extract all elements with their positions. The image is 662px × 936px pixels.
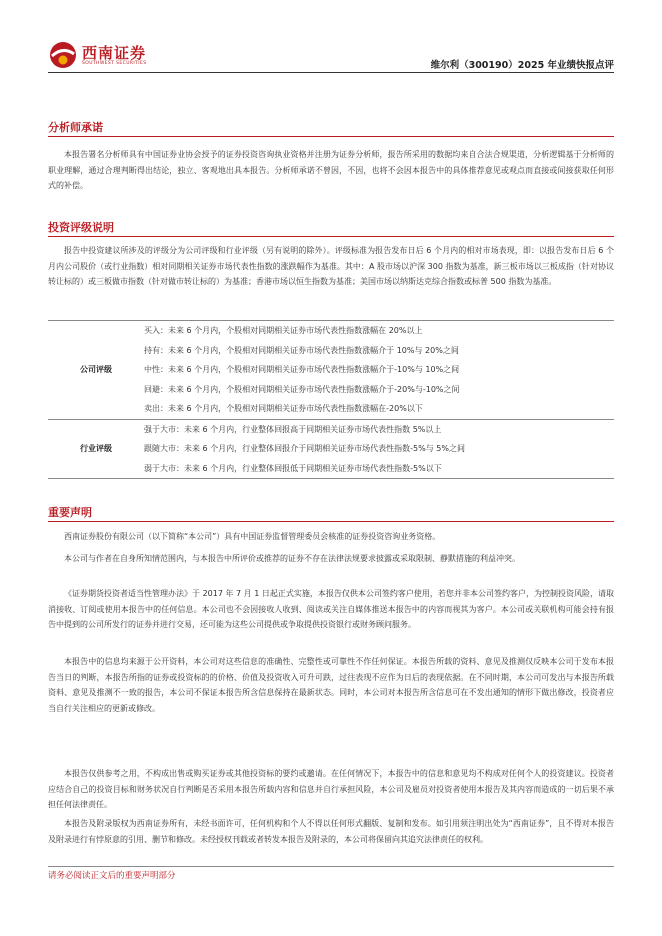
company-rating-buy: 买入：未来 6 个月内，个股相对同期相关证券市场代表性指数涨幅在 20%以上	[144, 326, 423, 335]
company-logo	[48, 40, 178, 72]
industry-rating-market-perform: 跟随大市：未来 6 个月内，行业整体回报介于同期相关证券市场代表性指数-5%与 5%之间	[144, 444, 465, 453]
analyst-commitment-divider	[48, 136, 614, 137]
company-rating-label: 公司评级	[80, 365, 112, 375]
notice-paragraph: 《证券期货投资者适当性管理办法》于 2017 年 7 月 1 日起正式实施，本报告仅供本公司签约客户使用，若您并非本公司签约客户，为控制投资风险，请取消接收、订阅或使用本报告中的任何信息。本公司也不会因接收人收到、阅读或关注自媒体推送本报告中的内容而视其为客户。本公司或关联机构可能会持有报告中提到的公司所发行的证券并进行交易，还可能为这些公司提供或争取提供投资银行或财务顾问服务。	[48, 589, 614, 629]
company-rating-rows	[144, 321, 614, 419]
important-notice-title: 重要声明	[48, 506, 92, 519]
industry-rating-outperform: 强于大市：未来 6 个月内，行业整体回报高于同期相关证券市场代表性指数 5%以上	[144, 424, 442, 434]
page-header	[0, 0, 662, 80]
important-notice-divider	[48, 521, 614, 522]
notice-paragraph: 本报告中的信息均来源于公开资料，本公司对这些信息的准确性、完整性或可靠性不作任何保证。本报告所载的资料、意见及推测仅反映本公司于发布本报告当日的判断，本报告所指的证券或投资标的的价格、价值及投资收入可升可跌，过往表现不应作为日后的表现依据。在不同时期，本公司可发出与本报告所载资料、意见及推测不一致的报告，本公司不保证本报告所含信息保持在最新状态。同时，本公司对本报告所含信息可在不发出通知的情形下做出修改，投资者应当自行关注相应的更新或修改。	[48, 657, 614, 713]
footer-divider	[48, 866, 614, 867]
company-rating-neutral: 中性：未来 6 个月内，个股相对同期相关证券市场代表性指数涨幅介于-10%与 10%之间	[144, 365, 460, 374]
notice-paragraph: 本报告仅供参考之用，不构成出售或购买证券或其他投资标的要约或邀请。在任何情况下，本报告中的信息和意见均不构成对任何个人的投资建议。投资者应结合自己的投资目标和财务状况自行判断是否采用本报告所载内容和信息并自行承担风险，本公司及雇员对投资者使用本报告及其内容而造成的一切后果不承担任何法律责任。	[48, 769, 614, 809]
logo-subtext: SOUTHWEST SECURITIES	[82, 61, 147, 66]
company-rating-group	[48, 321, 614, 420]
company-rating-avoid: 回避：未来 6 个月内，个股相对同期相关证券市场代表性指数涨幅介于-20%与-10%之间	[144, 384, 460, 394]
company-rating-hold: 持有：未来 6 个月内，个股相对同期相关证券市场代表性指数涨幅介于 10%与 20%之间	[144, 345, 459, 355]
rating-explanation-divider	[48, 236, 614, 237]
industry-rating-underperform: 弱于大市：未来 6 个月内，行业整体回报低于同期相关证券市场代表性指数-5%以下	[144, 463, 442, 473]
logo-emblem-icon	[48, 40, 78, 70]
industry-rating-label: 行业评级	[80, 444, 112, 454]
notice-paragraph: 本公司与作者在自身所知情范围内，与本报告中所评价或推荐的证券不存在法律法规要求披露或采取限制、静默措施的利益冲突。	[64, 554, 520, 563]
industry-rating-rows	[144, 420, 614, 479]
logo-text: 西南证券	[82, 44, 147, 62]
header-divider	[48, 72, 614, 73]
industry-rating-group	[48, 420, 614, 479]
analyst-commitment-title: 分析师承诺	[48, 121, 103, 134]
rating-explanation-paragraph: 报告中投资建议所涉及的评级分为公司评级和行业评级（另有说明的除外）。评级标准为报告发布日后 6 个月内的相对市场表现，即：以报告发布日后 6 个月内公司股价（或行业指数）相对同期相关证券市场代表性指数的涨跌幅作为基准。其中：A 股市场以沪深 300 指数为基准，新三板市场以三板成指（针对协议转让标的）或三板做市指数（针对做市转让标的）为基准；香港市场以恒生指数为基准；美国市场以纳斯达克综合指数或标普 500 指数为基准。	[48, 246, 614, 286]
analyst-commitment-paragraph: 本报告署名分析师具有中国证券业协会授予的证券投资咨询执业资格并注册为证券分析师，报告所采用的数据均来自合法合规渠道，分析逻辑基于分析师的职业理解，通过合理判断得出结论，独立、客观地出具本报告。分析师承诺不曾因，不因，也将不会因本报告中的具体推荐意见或观点而直接或间接获取任何形式的补偿。	[48, 150, 614, 190]
notice-paragraph: 西南证券股份有限公司（以下简称“本公司”）具有中国证券监督管理委员会核准的证券投资咨询业务资格。	[64, 532, 441, 541]
notice-paragraph: 本报告及附录版权为西南证券所有，未经书面许可，任何机构和个人不得以任何形式翻版、复制和发布。如引用须注明出处为“西南证券”，且不得对本报告及附录进行有悖原意的引用、删节和修改。未经授权刊载或者转发本报告及附录的，本公司将保留向其追究法律责任的权利。	[48, 819, 614, 844]
footer-disclaimer: 请务必阅读正文后的重要声明部分	[48, 871, 176, 881]
report-title: 维尔利（300190）2025 年业绩快报点评	[430, 60, 614, 71]
rating-table	[48, 320, 614, 479]
rating-explanation-title: 投资评级说明	[48, 221, 114, 234]
company-rating-sell: 卖出：未来 6 个月内，个股相对同期相关证券市场代表性指数涨幅在-20%以下	[144, 404, 423, 413]
